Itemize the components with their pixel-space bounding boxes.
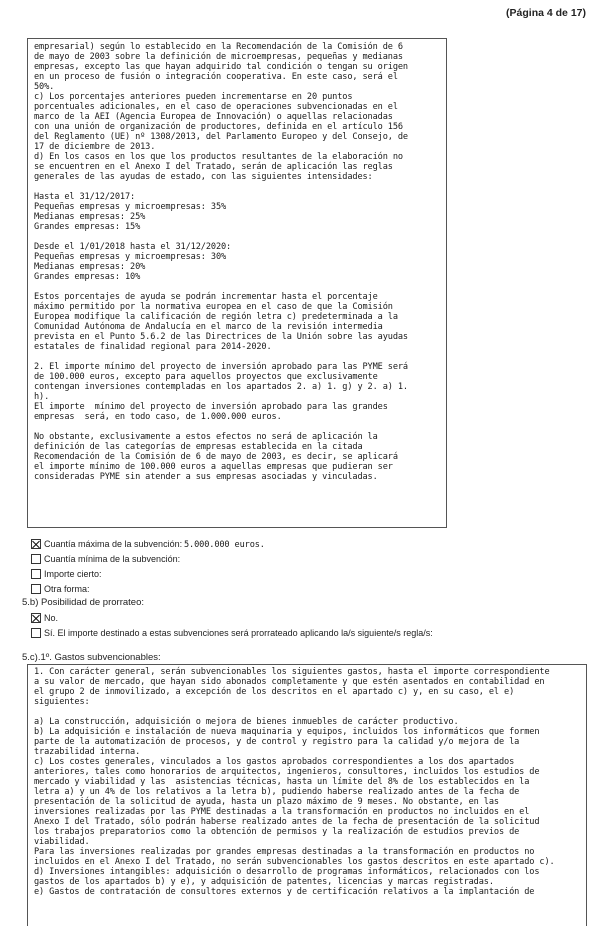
gastos-text-line: a su valor de mercado, que hayan sido abonados completamente y que estén asentados en contabilidad en <box>34 677 545 687</box>
aid-intensity-text-line: consideradas PYME sin atender a sus empresas asociadas y vinculadas. <box>34 472 378 482</box>
gastos-text-line: trazabilidad interna. <box>34 747 141 757</box>
gastos-text-line: viabilidad. <box>34 837 90 847</box>
otra-forma-option[interactable] <box>31 583 90 595</box>
prorrateo-si-checkbox[interactable] <box>31 628 41 638</box>
gastos-text-line: d) Inversiones intangibles: adquisición o desarrollo de programas informáticos, relacionados con los <box>34 867 540 877</box>
aid-intensity-text-line: de mayo de 2003 sobre la definición de microempresas, pequeñas y medianas <box>34 52 403 62</box>
cuantia-minima-checkbox[interactable] <box>31 554 41 564</box>
prorrateo-no-checkbox[interactable] <box>31 613 41 623</box>
gastos-text-line: parte de la automatización de procesos, y de control y registro para la calidad y/o mejora de la <box>34 737 520 747</box>
aid-intensity-text-line: contengan inversiones contempladas en los apartados 2. a) 1. g) y 2. a) 1. <box>34 382 408 392</box>
gastos-text-line: inversiones realizadas por las PYME destinadas a la transformación en productos no incluidos en el <box>34 807 530 817</box>
aid-intensity-text-line: en un proceso de fusión o integración cooperativa. En este caso, será el <box>34 72 398 82</box>
aid-intensity-text-line: Desde el 1/01/2018 hasta el 31/12/2020: <box>34 242 232 252</box>
aid-intensity-text-line: El importe mínimo del proyecto de inversión aprobado para las grandes <box>34 402 388 412</box>
aid-intensity-text-line: Medianas empresas: 25% <box>34 212 146 222</box>
gastos-text-line: gastos de los apartados b) y e), y adquisición de patentes, licencias y marcas registradas. <box>34 877 494 887</box>
aid-intensity-text-line: con una unión de organización de productores, definida en el artículo 156 <box>34 122 403 132</box>
aid-intensity-text <box>28 39 446 482</box>
aid-intensity-text-line: de 100.000 euros, excepto para aquellos proyectos que exclusivamente <box>34 372 378 382</box>
aid-intensity-text-line: Grandes empresas: 10% <box>34 272 141 282</box>
gastos-text-box <box>27 664 587 926</box>
aid-intensity-text-line: Medianas empresas: 20% <box>34 262 146 272</box>
cuantia-minima-label: Cuantía mínima de la subvención: <box>44 554 181 564</box>
aid-intensity-text-line: Estos porcentajes de ayuda se podrán incrementar hasta el porcentaje <box>34 292 378 302</box>
prorrateo-si-label: Sí. El importe destinado a estas subvenciones será prorrateado aplicando la/s siguiente/s regla/s: <box>44 628 433 638</box>
gastos-text <box>28 665 586 897</box>
aid-intensity-text-line: marco de la AEI (Agencia Europea de Innovación) o aquellas relacionadas <box>34 112 393 122</box>
prorrateo-no-option[interactable] <box>31 612 58 624</box>
aid-intensity-text-line: porcentuales adicionales, en el caso de operaciones subvencionadas en el <box>34 102 398 112</box>
aid-intensity-text-line: Recomendación de la Comisión de 6 de mayo de 2003, es decir, se aplicará <box>34 452 398 462</box>
gastos-text-line: el grupo 2 de inmovilizado, a excepción de los descritos en el apartado c) y, en su caso, el e) <box>34 687 515 697</box>
aid-intensity-text-line: prevista en el Punto 5.6.2 de las Directrices de la Unión sobre las ayudas <box>34 332 408 342</box>
aid-intensity-text-line: empresas, excepto las que hayan adquirido tal condición o tengan su origen <box>34 62 408 72</box>
gastos-text-line: presentación de la solicitud de ayuda, hasta un plazo máximo de 9 meses. No obstante, en las <box>34 797 499 807</box>
gastos-text-line: c) Los costes generales, vinculados a los gastos aprobados correspondientes a los dos apartados <box>34 757 515 767</box>
aid-intensity-text-box <box>27 38 447 528</box>
aid-intensity-text-line: No obstante, exclusivamente a estos efectos no será de aplicación la <box>34 432 378 442</box>
aid-intensity-text-line: 17 de diciembre de 2013. <box>34 142 156 152</box>
cuantia-minima-option[interactable] <box>31 553 180 565</box>
prorrateo-no-label: No. <box>44 613 59 623</box>
aid-intensity-text-line: 2. El importe mínimo del proyecto de inversión aprobado para las PYME será <box>34 362 408 372</box>
gastos-section-title: 5.c).1º. Gastos subvencionables: <box>22 652 161 663</box>
prorrateo-si-option[interactable] <box>31 627 433 639</box>
aid-intensity-text-line: empresarial) según lo establecido en la Recomendación de la Comisión de 6 <box>34 42 403 52</box>
page-number: (Página 4 de 17) <box>506 7 586 19</box>
gastos-text-line: incluidos en el Anexo I del Tratado, no serán subvencionables los gastos descritos en este apartado c). <box>34 857 555 867</box>
gastos-text-line: siguientes: <box>34 697 90 707</box>
aid-intensity-text-line: Comunidad Autónoma de Andalucía en el marco de la revisión intermedia <box>34 322 383 332</box>
aid-intensity-text-line: h). <box>34 392 50 402</box>
gastos-text-line: letra a) y un 4% de los relativos a la letra b), pudiendo haberse realizado antes de la fecha de <box>34 787 520 797</box>
gastos-text-line: anteriores, tales como honorarios de arquitectos, ingenieros, consultores, incluidos los estudios de <box>34 767 540 777</box>
gastos-text-line: a) La construcción, adquisición o mejora de bienes inmuebles de carácter productivo. <box>34 717 459 727</box>
prorrateo-section-title: 5.b) Posibilidad de prorrateo: <box>22 597 144 608</box>
aid-intensity-text-line: del Reglamento (UE) nº 1308/2013, del Parlamento Europeo y del Consejo, de <box>34 132 408 142</box>
aid-intensity-text-line: Hasta el 31/12/2017: <box>34 192 136 202</box>
gastos-text-line: los trabajos preparatorios como la obtención de permisos y la realización de estudios previos de <box>34 827 520 837</box>
aid-intensity-text-line: generales de las ayudas de estado, con las siguientes intensidades: <box>34 172 373 182</box>
aid-intensity-text-line: Europea modifique la calificación de región letra c) predeterminada a la <box>34 312 398 322</box>
gastos-text-line: e) Gastos de contratación de consultores externos y de certificación relativos a la implantación de <box>34 887 535 897</box>
aid-intensity-text-line: se encuentren en el Anexo I del Tratado, serán de aplicación las reglas <box>34 162 393 172</box>
aid-intensity-text-line: estatales de finalidad regional para 2014-2020. <box>34 342 272 352</box>
cuantia-maxima-checkbox[interactable] <box>31 539 41 549</box>
aid-intensity-text-line: c) Los porcentajes anteriores pueden incrementarse en 20 puntos <box>34 92 353 102</box>
aid-intensity-text-line: máximo permitido por la normativa europea en el caso de que la Comisión <box>34 302 393 312</box>
otra-forma-label: Otra forma: <box>44 584 90 594</box>
importe-cierto-label: Importe cierto: <box>44 569 102 579</box>
otra-forma-checkbox[interactable] <box>31 584 41 594</box>
importe-cierto-checkbox[interactable] <box>31 569 41 579</box>
aid-intensity-text-line: 50%. <box>34 82 55 92</box>
aid-intensity-text-line: definición de las categorías de empresas establecida en la citada <box>34 442 363 452</box>
importe-cierto-option[interactable] <box>31 568 102 580</box>
gastos-text-line: mercado y viabilidad y las asistencias técnicas, hasta un límite del 8% de los establecidos en la <box>34 777 530 787</box>
gastos-text-line: b) La adquisición e instalación de nueva maquinaria y equipos, incluidos los informáticos que formen <box>34 727 540 737</box>
aid-intensity-text-line: d) En los casos en los que los productos resultantes de la elaboración no <box>34 152 403 162</box>
aid-intensity-text-line: el importe mínimo de 100.000 euros a aquellas empresas que pudieran ser <box>34 462 393 472</box>
cuantia-maxima-option[interactable] <box>31 538 182 550</box>
cuantia-maxima-label: Cuantía máxima de la subvención: <box>44 539 183 549</box>
aid-intensity-text-line: Grandes empresas: 15% <box>34 222 141 232</box>
gastos-text-line: 1. Con carácter general, serán subvencionables los siguientes gastos, hasta el importe correspondiente <box>34 667 550 677</box>
aid-intensity-text-line: Pequeñas empresas y microempresas: 35% <box>34 202 227 212</box>
aid-intensity-text-line: empresas será, en todo caso, de 1.000.000 euros. <box>34 412 282 422</box>
gastos-text-line: Anexo I del Tratado, sólo podrán haberse realizado antes de la fecha de presentación de la solicitud <box>34 817 540 827</box>
gastos-text-line: Para las inversiones realizadas por grandes empresas destinadas a la transformación en productos no <box>34 847 535 857</box>
aid-intensity-text-line: Pequeñas empresas y microempresas: 30% <box>34 252 227 262</box>
cuantia-maxima-value: 5.000.000 euros. <box>184 540 265 550</box>
